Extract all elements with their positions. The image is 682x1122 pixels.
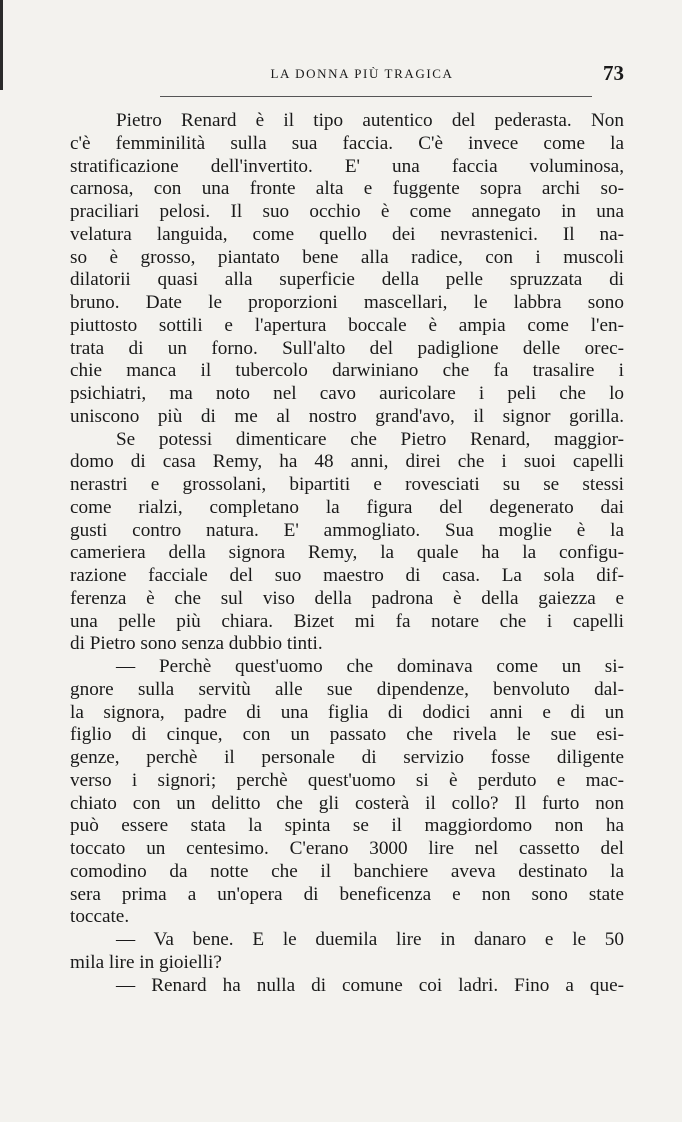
- text-line: — Perchè quest'uomo che dominava come un si-: [116, 656, 624, 677]
- text-line: carnosa, con una fronte alta e fuggente sopra archi so-: [70, 178, 624, 200]
- text-line: una pelle più chiara. Bizet mi fa notare che i capelli: [70, 610, 624, 632]
- text-line: figlio di cinque, con un passato che rivela le sue esi-: [70, 724, 624, 746]
- text-line: stratificazione dell'invertito. E' una faccia voluminosa,: [70, 155, 624, 177]
- text-line: cameriera della signora Remy, la quale ha la configu-: [70, 542, 624, 564]
- text-line: chie manca il tubercolo darwiniano che fa trasalire i: [70, 360, 624, 382]
- text-line: Pietro Renard è il tipo autentico del pederasta. Non: [116, 110, 624, 131]
- text-line: toccate.: [70, 906, 130, 928]
- text-line: la signora, padre di una figlia di dodici anni e di un: [70, 701, 624, 723]
- text-line: so è grosso, piantato bene alla radice, con i muscoli: [70, 246, 624, 268]
- text-line: gnore sulla servitù alle sue dipendenze, benvoluto dal-: [70, 678, 624, 700]
- text-line: velatura languida, come quello dei nevrastenici. Il na-: [70, 223, 624, 245]
- text-line: verso i signori; perchè quest'uomo si è perduto e mac-: [70, 769, 624, 791]
- text-line: piuttosto sottili e l'apertura boccale è ampia come l'en-: [70, 314, 624, 336]
- header-rule: [160, 96, 592, 97]
- text-line: ferenza è che sul viso della padrona è della gaiezza e: [70, 587, 624, 609]
- text-line: sera prima a un'opera di beneficenza e non sono state: [70, 883, 624, 905]
- text-line: può essere stata la spinta se il maggiordomo non ha: [70, 815, 624, 837]
- running-title: LA DONNA PIÙ TRAGICA: [270, 66, 454, 81]
- text-line: dilatorii quasi alla superficie della pelle spruzzata di: [70, 269, 624, 291]
- text-line: nerastri e grossolani, bipartiti e rovesciati su se stessi: [70, 474, 624, 495]
- text-line: trata di un forno. Sull'alto del padiglione delle orec-: [70, 337, 624, 359]
- page-number: 73: [603, 61, 624, 85]
- text-line: chiato con un delitto che gli costerà il collo? Il furto non: [70, 792, 624, 814]
- text-line: gusti contro natura. E' ammogliato. Sua moglie è la: [70, 519, 624, 541]
- page-edge-shadow: [0, 0, 3, 90]
- text-line: praciliari pelosi. Il suo occhio è come annegato in una: [70, 201, 624, 222]
- text-line: come rialzi, completano la figura del degenerato dai: [70, 496, 624, 518]
- text-line: psichiatri, ma noto nel cavo auricolare i peli che lo: [70, 383, 624, 404]
- text-line: c'è femminilità sulla sua faccia. C'è invece come la: [70, 132, 624, 154]
- text-line: genze, perchè il personale di servizio fosse diligente: [70, 747, 624, 768]
- text-line: mila lire in gioielli?: [70, 951, 222, 973]
- text-line: toccato un centesimo. C'erano 3000 lire nel cassetto del: [70, 838, 624, 859]
- body-text: [70, 110, 624, 997]
- text-line: di Pietro sono senza dubbio tinti.: [70, 633, 323, 655]
- text-line: bruno. Date le proporzioni mascellari, le labbra sono: [70, 292, 624, 313]
- text-line: uniscono più di me al nostro grand'avo, il signor gorilla.: [70, 405, 624, 427]
- text-line: razione facciale del suo maestro di casa. La sola dif-: [70, 565, 624, 586]
- text-line: comodino da notte che il banchiere aveva destinato la: [70, 860, 624, 882]
- page-header: [70, 58, 624, 92]
- text-line: — Renard ha nulla di comune coi ladri. Fino a que-: [116, 974, 624, 996]
- text-line: Se potessi dimenticare che Pietro Renard, maggior-: [116, 428, 624, 450]
- text-line: — Va bene. E le duemila lire in danaro e le 50: [116, 929, 624, 950]
- text-line: domo di casa Remy, ha 48 anni, direi che i suoi capelli: [70, 451, 624, 473]
